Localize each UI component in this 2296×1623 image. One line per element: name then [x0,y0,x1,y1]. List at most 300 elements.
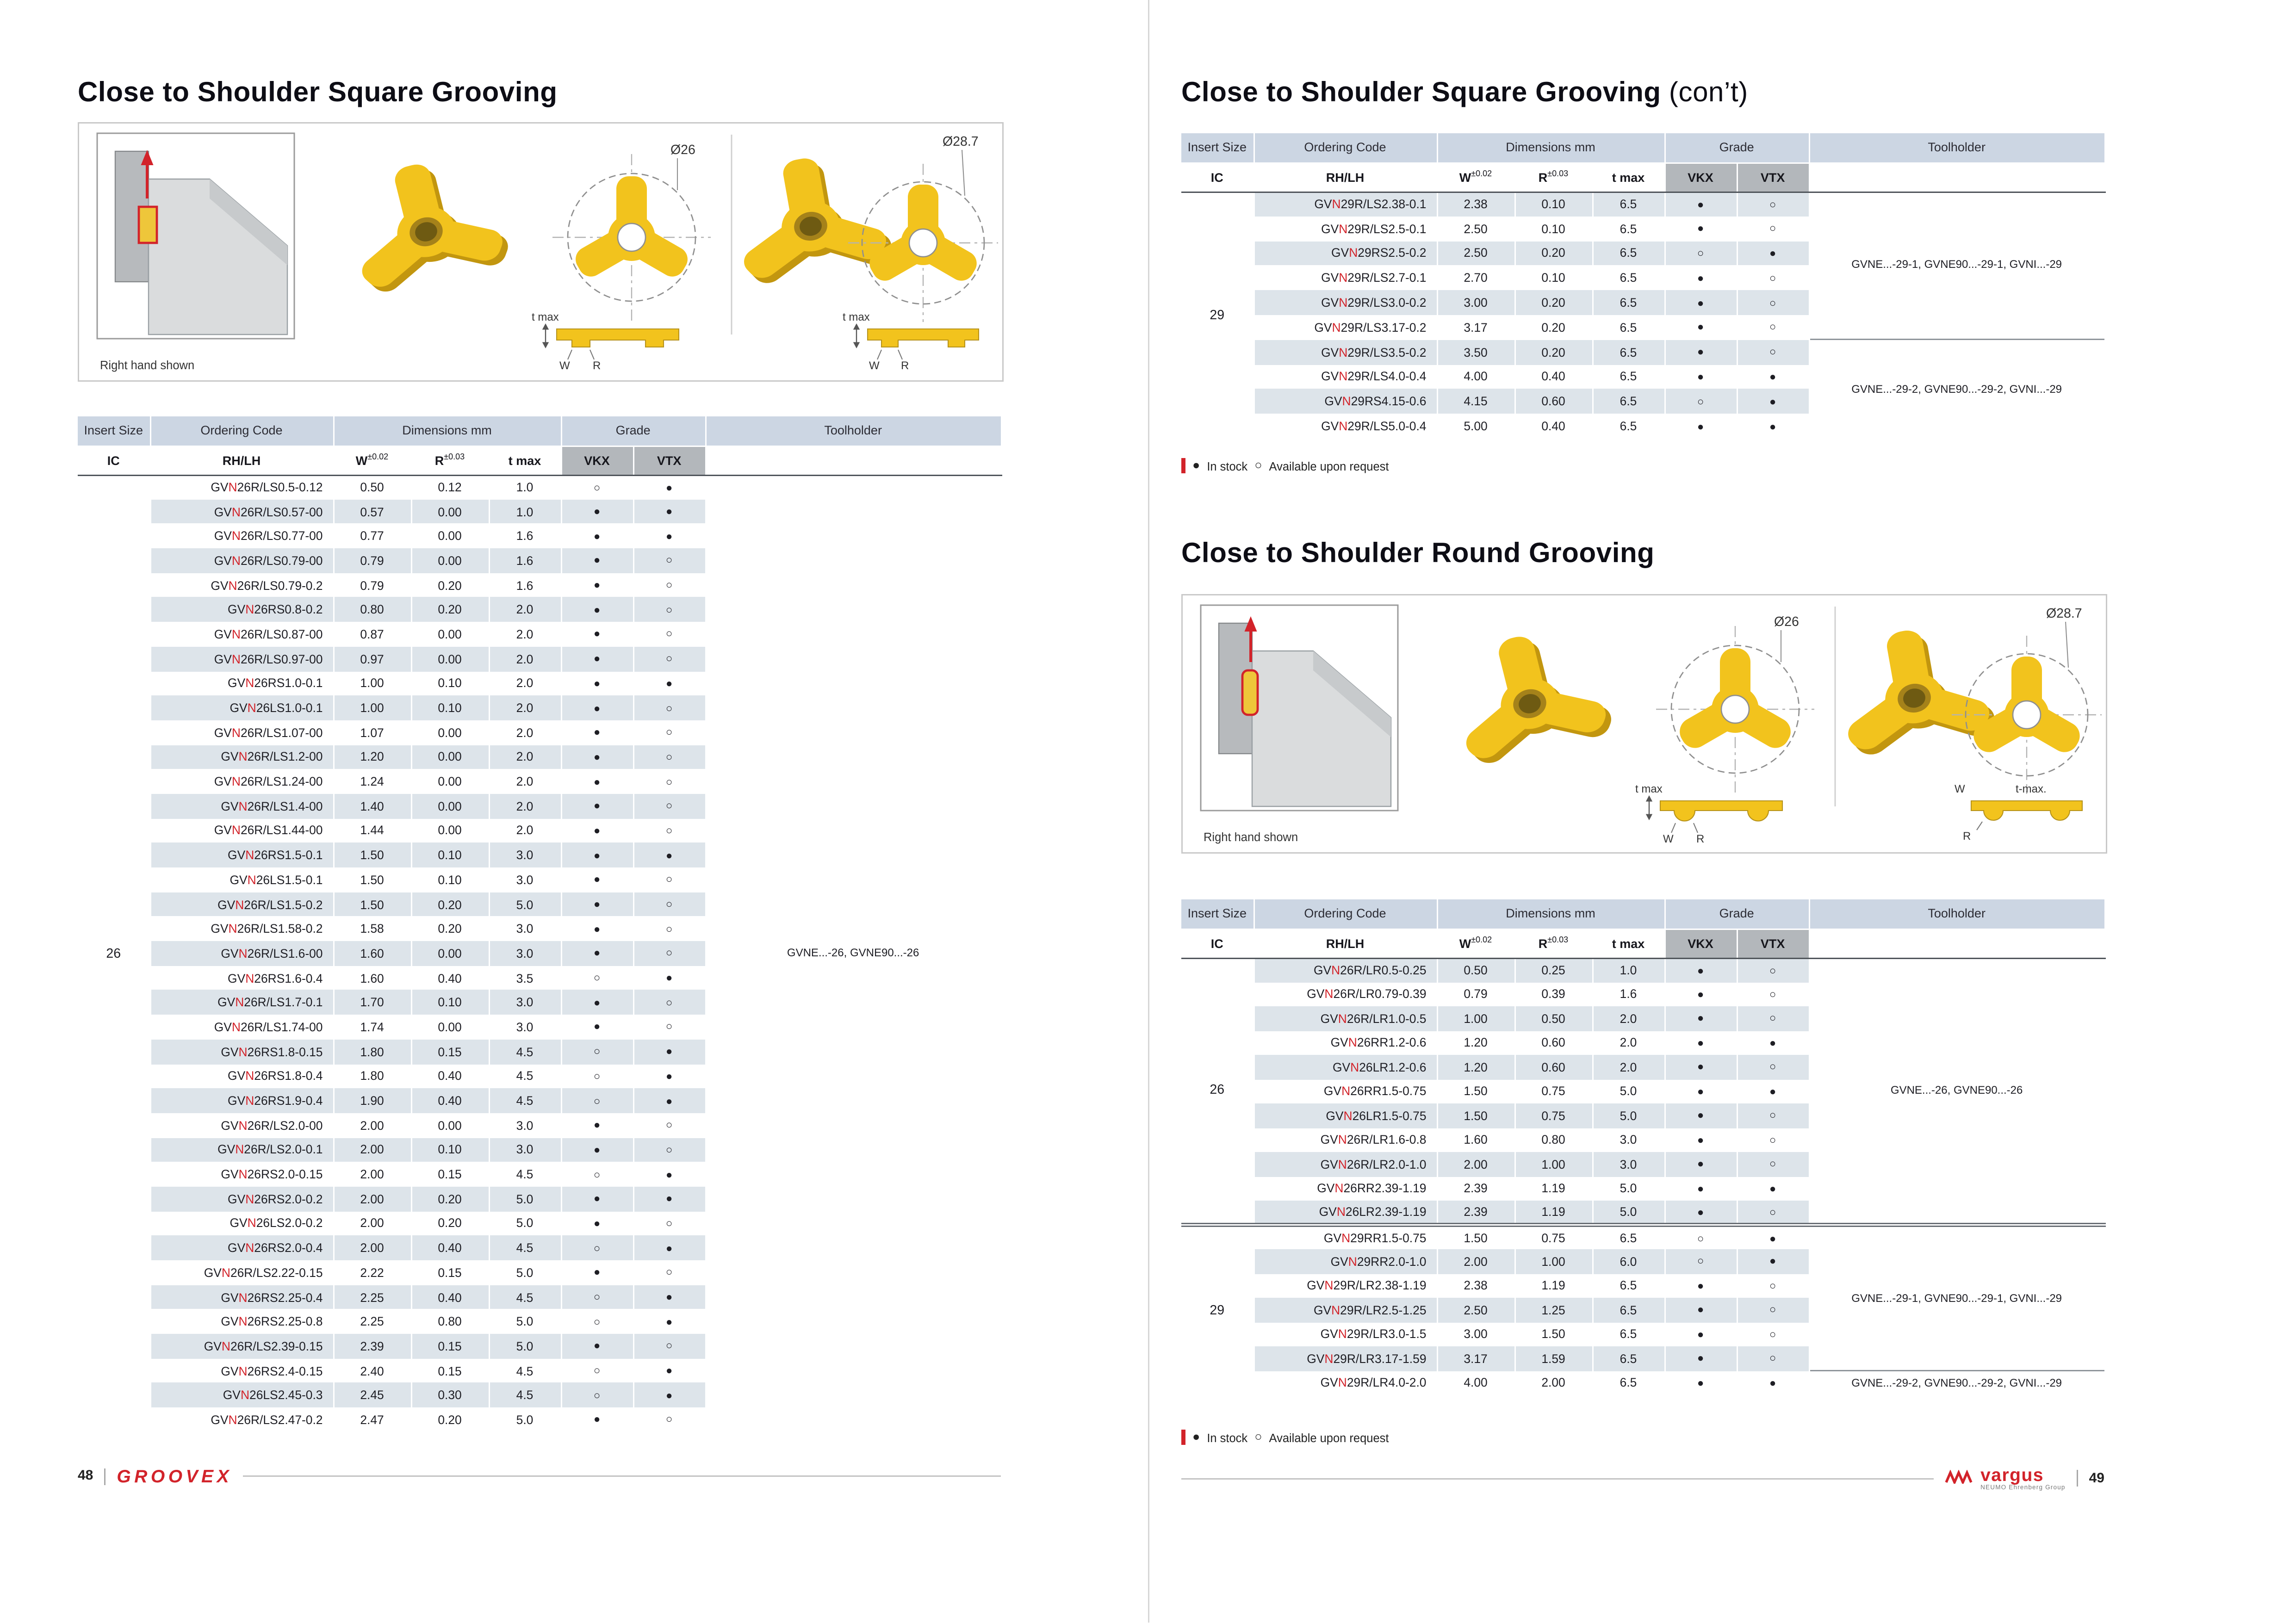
vkx-grade-cell: ● [561,1260,633,1285]
vtx-grade-cell: ● [1737,365,1809,389]
page-title-square-grooving-cont [1181,78,1748,110]
vkx-grade-cell: ● [1664,1031,1737,1055]
vtx-grade-cell: ○ [633,818,705,843]
vtx-grade-cell: ○ [633,1407,705,1432]
tmax-cell: 6.5 [1592,1274,1664,1298]
vkx-grade-cell: ○ [561,1358,633,1383]
header-ic: IC [1181,162,1253,192]
tmax-cell: 3.0 [489,843,561,867]
w-cell: 2.38 [1437,1274,1514,1298]
diameter-label-28-7: Ø28.7 [2046,606,2082,621]
insert-top-view [1656,626,1814,793]
header-vtx: VTX [1737,929,1809,958]
vkx-grade-cell: ● [1664,1201,1737,1225]
vargus-subtitle: NEUMO Ehrenberg Group [1980,1484,2066,1491]
r-cell: 0.10 [1514,216,1592,241]
insert-profile-view [1955,783,2082,842]
r-cell: 0.15 [411,1260,489,1285]
page-number-right: 49 [2089,1471,2104,1487]
vkx-grade-cell: ● [561,990,633,1015]
tmax-cell: 6.5 [1592,315,1664,340]
r-cell: 0.39 [1514,982,1592,1007]
r-cell: 0.10 [411,1138,489,1162]
vkx-grade-cell: ○ [561,966,633,990]
w-cell: 1.60 [333,966,411,990]
r-cell: 0.20 [1514,291,1592,315]
tmax-cell: 6.5 [1592,1298,1664,1322]
vkx-grade-cell: ● [1664,958,1737,982]
w-label: W [559,359,570,372]
table-row [1181,1371,2104,1395]
tmax-cell: 1.6 [489,524,561,548]
table-row [78,475,1001,499]
ordering-code-cell: GVN26LR1.2-0.6 [1253,1055,1437,1079]
ordering-code-cell: GVN26RS1.8-0.4 [150,1064,333,1089]
w-cell: 0.79 [1437,982,1514,1007]
insert-in-cut [1242,670,1258,715]
tmax-cell: 6.5 [1592,1322,1664,1347]
w-cell: 2.38 [1437,192,1514,216]
table-subheader-row [1181,162,2104,192]
tmax-cell: 4.5 [489,1285,561,1309]
w-cell: 1.70 [333,990,411,1015]
vtx-grade-cell: ● [1737,1249,1809,1274]
vkx-grade-cell: ○ [1664,241,1737,266]
vtx-grade-cell: ○ [1737,315,1809,340]
legend-in-stock-label: In stock [1207,458,1248,473]
r-cell: 0.20 [411,1211,489,1236]
vtx-grade-cell: ● [1737,1225,1809,1250]
r-cell: 0.30 [411,1383,489,1407]
r-cell: 0.00 [411,548,489,573]
ordering-code-cell: GVN26R/LS1.44-00 [150,818,333,843]
tmax-cell: 4.5 [489,1358,561,1383]
right-hand-shown-caption: Right hand shown [1204,830,1298,844]
r-cell: 0.75 [1514,1103,1592,1128]
footer-left [78,1466,1001,1487]
w-cell: 0.80 [333,597,411,622]
machining-illustration [1201,605,1398,811]
vtx-grade-cell: ○ [633,990,705,1015]
ordering-code-cell: GVN26RS1.6-0.4 [150,966,333,990]
vkx-grade-cell: ● [1664,216,1737,241]
w-cell: 1.40 [333,794,411,818]
vtx-grade-cell: ○ [633,745,705,769]
w-cell: 2.50 [1437,241,1514,266]
header-toolholder-blank [705,446,1001,475]
ordering-code-cell: GVN26R/LS2.0-0.1 [150,1138,333,1162]
r-cell: 0.00 [411,1015,489,1039]
r-cell: 0.00 [411,1113,489,1138]
r-cell: 0.20 [1514,340,1592,364]
vkx-grade-cell: ○ [561,1162,633,1187]
r-cell: 0.10 [411,990,489,1015]
tmax-cell: 2.0 [489,696,561,720]
r-cell: 0.00 [411,941,489,966]
vtx-grade-cell: ○ [633,720,705,745]
insert-top-view [1952,636,2102,794]
w-cell: 0.97 [333,646,411,671]
header-vkx: VKX [1664,929,1737,958]
insert-size-cell: 26 [78,475,150,1432]
footer-right [1181,1466,2104,1492]
vtx-grade-cell: ○ [633,1015,705,1039]
insert-profile-view [532,311,679,372]
ordering-code-cell: GVN29R/LS3.5-0.2 [1253,340,1437,364]
insert-size-cell: 29 [1181,192,1253,439]
header-grade: Grade [1664,133,1809,162]
ordering-code-cell: GVN26R/LS0.57-00 [150,499,333,524]
vtx-grade-cell: ● [633,1358,705,1383]
r-cell: 0.20 [1514,241,1592,266]
vtx-grade-cell: ● [633,843,705,867]
page-number-left: 48 [78,1468,93,1484]
r-cell: 1.00 [1514,1249,1592,1274]
w-cell: 2.00 [333,1236,411,1260]
tmax-cell: 6.5 [1592,216,1664,241]
ordering-code-cell: GVN26RS1.0-0.1 [150,671,333,696]
ordering-code-cell: GVN26RS1.9-0.4 [150,1089,333,1113]
r-cell: 0.60 [1514,389,1592,414]
tmax-cell: 3.0 [489,1113,561,1138]
r-label: R [593,359,601,372]
page-title-text: Close to Shoulder Square Grooving [78,78,558,108]
table-head [1181,899,2104,958]
tmax-cell: 3.0 [489,1015,561,1039]
w-label: W [869,359,880,372]
header-vkx: VKX [561,446,633,475]
w-cell: 1.20 [333,745,411,769]
tmax-label: t max [843,311,870,323]
w-cell: 4.00 [1437,1371,1514,1395]
w-cell: 1.20 [1437,1031,1514,1055]
insert-profile-view [1635,783,1782,845]
w-cell: 1.07 [333,720,411,745]
vkx-grade-cell: ● [1664,1322,1737,1347]
insert-3d-view [1438,618,1622,774]
r-cell: 0.00 [411,794,489,818]
ordering-code-cell: GVN29R/LS2.38-0.1 [1253,192,1437,216]
tmax-label: t-max. [2016,783,2047,795]
footer-rule [243,1475,1001,1477]
tmax-cell: 5.0 [489,1407,561,1432]
header-r: $R^{\pm 0.03}$ [1514,162,1592,192]
vkx-grade-cell: ● [561,1187,633,1211]
vtx-grade-cell: ● [633,1309,705,1334]
vtx-grade-cell: ● [1737,1371,1809,1395]
table-row [1181,192,2104,216]
header-vtx: VTX [1737,162,1809,192]
header-tmax: t max [1592,929,1664,958]
square-grooving-table [78,416,1002,1432]
r-cell: 0.00 [411,524,489,548]
ordering-code-cell: GVN26R/LR1.6-0.8 [1253,1128,1437,1152]
w-cell: 0.87 [333,622,411,646]
w-cell: 1.80 [333,1064,411,1089]
ordering-code-cell: GVN29R/LS5.0-0.4 [1253,414,1437,439]
r-cell: 1.00 [1514,1152,1592,1177]
tmax-cell: 5.0 [489,1211,561,1236]
vkx-grade-cell: ● [561,917,633,941]
vtx-grade-cell: ● [1737,1079,1809,1104]
vkx-grade-cell: ● [561,548,633,573]
ordering-code-cell: GVN26RS0.8-0.2 [150,597,333,622]
footer-separator [104,1468,105,1485]
ordering-code-cell: GVN26RS2.25-0.8 [150,1309,333,1334]
w-cell: 2.70 [1437,266,1514,290]
tmax-cell: 5.0 [489,1334,561,1358]
ordering-code-cell: GVN26R/LS0.87-00 [150,622,333,646]
vtx-grade-cell: ○ [1737,982,1809,1007]
toolholder-cell: GVNE...-29-2, GVNE90...-29-2, GVNI...-29 [1809,340,2104,439]
w-cell: 2.45 [333,1383,411,1407]
vkx-grade-cell: ● [561,843,633,867]
header-tmax: t max [489,446,561,475]
vkx-grade-cell: ● [1664,1006,1737,1031]
ordering-code-cell: GVN29R/LR2.5-1.25 [1253,1298,1437,1322]
r-cell: 0.40 [411,966,489,990]
tmax-cell: 1.6 [489,548,561,573]
header-w: $W^{\pm 0.02}$ [1437,929,1514,958]
illustration-panel-square-grooving [78,122,1004,382]
r-cell: 0.10 [1514,192,1592,216]
table-row [1181,1225,2104,1250]
r-cell: 0.20 [411,597,489,622]
tmax-cell: 6.5 [1592,1371,1664,1395]
header-rhlh: RH/LH [1253,929,1437,958]
r-cell: 0.15 [411,1334,489,1358]
vtx-grade-cell: ○ [1737,1055,1809,1079]
insert-3d-view [335,146,518,303]
tmax-cell: 1.6 [489,573,561,597]
header-w: $W^{\pm 0.02}$ [1437,162,1514,192]
w-cell: 1.50 [333,867,411,892]
w-cell: 1.74 [333,1015,411,1039]
tmax-cell: 3.0 [489,917,561,941]
vkx-grade-cell: ○ [1664,1225,1737,1250]
r-label: R [901,359,909,372]
vtx-grade-cell: ○ [1737,192,1809,216]
vtx-grade-cell: ○ [633,892,705,917]
tmax-cell: 3.0 [489,941,561,966]
vkx-grade-cell: ● [1664,266,1737,290]
vargus-wordmark: vargus [1980,1464,2044,1485]
vkx-grade-cell: ● [561,1334,633,1358]
vkx-grade-cell: ● [561,573,633,597]
vtx-grade-cell: ○ [1737,1103,1809,1128]
page-title-text: Close to Shoulder Square Grooving [1181,78,1661,108]
vkx-grade-cell: ● [561,622,633,646]
r-cell: 0.15 [411,1358,489,1383]
w-cell: 2.50 [1437,1298,1514,1322]
page-title-text: Close to Shoulder Round Grooving [1181,539,1655,569]
vtx-grade-cell: ● [633,1039,705,1064]
vtx-grade-cell: ○ [1737,1128,1809,1152]
square-grooving-illustration [79,124,1002,380]
footer-separator [2077,1470,2078,1487]
tmax-cell: 3.0 [489,990,561,1015]
r-cell: 0.20 [411,1187,489,1211]
table-body [1181,192,2104,439]
header-toolholder-blank [1809,929,2104,958]
w-cell: 2.00 [333,1211,411,1236]
vkx-grade-cell: ○ [561,1064,633,1089]
header-r: $R^{\pm 0.03}$ [1514,929,1592,958]
vtx-grade-cell: ○ [633,769,705,794]
w-cell: 1.24 [333,769,411,794]
toolholder-cell: GVNE...-26, GVNE90...-26 [1809,958,2104,1225]
r-cell: 0.10 [1514,266,1592,290]
vtx-grade-cell: ● [1737,414,1809,439]
r-cell: 0.75 [1514,1225,1592,1250]
header-toolholder: Toolholder [705,416,1001,446]
header-r: $R^{\pm 0.03}$ [411,446,489,475]
w-cell: 3.17 [1437,315,1514,340]
vkx-grade-cell: ● [1664,1128,1737,1152]
tmax-cell: 2.0 [489,745,561,769]
page-title-round-grooving [1181,539,1655,570]
r-cell: 0.12 [411,475,489,499]
tmax-cell: 2.0 [489,769,561,794]
stock-legend [1181,458,1389,473]
tmax-cell: 4.5 [489,1089,561,1113]
vkx-grade-cell: ● [561,646,633,671]
vkx-grade-cell: ● [1664,1346,1737,1371]
vkx-grade-cell: ● [561,794,633,818]
header-toolholder: Toolholder [1809,899,2104,929]
tmax-cell: 5.0 [1592,1201,1664,1225]
vkx-grade-cell: ● [1664,1298,1737,1322]
filled-dot-icon: ● [1192,458,1200,472]
tmax-cell: 1.0 [1592,958,1664,982]
round-grooving-table [1181,899,2105,1395]
tmax-cell: 6.5 [1592,1346,1664,1371]
tmax-cell: 2.0 [489,671,561,696]
ordering-code-cell: GVN26R/LR0.79-0.39 [1253,982,1437,1007]
ordering-code-cell: GVN26R/LS1.07-00 [150,720,333,745]
right-hand-shown-caption: Right hand shown [100,358,195,372]
r-cell: 0.50 [1514,1006,1592,1031]
r-cell: 0.20 [411,573,489,597]
tmax-cell: 6.5 [1592,365,1664,389]
ordering-code-cell: GVN29RS4.15-0.6 [1253,389,1437,414]
vtx-grade-cell: ○ [633,1138,705,1162]
legend-bar [1181,458,1185,473]
tmax-cell: 6.5 [1592,414,1664,439]
tmax-cell: 2.0 [489,622,561,646]
tmax-cell: 4.5 [489,1039,561,1064]
header-toolholder: Toolholder [1809,133,2104,162]
legend-in-stock-label: In stock [1207,1430,1248,1444]
ordering-code-cell: GVN29R/LR3.0-1.5 [1253,1322,1437,1347]
vargus-logo-row [1944,1466,2044,1484]
w-cell: 2.00 [333,1138,411,1162]
r-cell: 0.60 [1514,1055,1592,1079]
tmax-cell: 2.0 [1592,1031,1664,1055]
vtx-grade-cell: ○ [1737,216,1809,241]
ordering-code-cell: GVN26R/LS0.79-00 [150,548,333,573]
vkx-grade-cell: ● [1664,192,1737,216]
r-cell: 0.75 [1514,1079,1592,1104]
tmax-cell: 3.0 [1592,1152,1664,1177]
ordering-code-cell: GVN26R/LS1.24-00 [150,769,333,794]
tmax-cell: 4.5 [489,1064,561,1089]
w-cell: 2.00 [333,1113,411,1138]
vkx-grade-cell: ● [1664,365,1737,389]
vkx-grade-cell: ● [561,524,633,548]
vkx-grade-cell: ● [1664,1371,1737,1395]
table-body [1181,958,2104,1395]
w-cell: 1.50 [1437,1225,1514,1250]
insert-size-cell: 26 [1181,958,1253,1225]
ordering-code-cell: GVN29RR1.5-0.75 [1253,1225,1437,1250]
tmax-cell: 3.0 [1592,1128,1664,1152]
vtx-grade-cell: ○ [1737,340,1809,364]
vtx-grade-cell: ○ [633,1211,705,1236]
r-cell: 0.60 [1514,1031,1592,1055]
diameter-label-26: Ø26 [670,142,695,157]
tmax-cell: 2.0 [1592,1055,1664,1079]
tmax-cell: 1.0 [489,475,561,499]
tmax-cell: 6.5 [1592,340,1664,364]
r-cell: 0.40 [1514,414,1592,439]
vtx-grade-cell: ○ [633,696,705,720]
vkx-grade-cell: ● [561,1015,633,1039]
tmax-cell: 6.5 [1592,241,1664,266]
vkx-grade-cell: ● [561,1407,633,1432]
w-cell: 4.15 [1437,389,1514,414]
r-cell: 1.50 [1514,1322,1592,1347]
vtx-grade-cell: ○ [1737,291,1809,315]
r-cell: 0.40 [411,1089,489,1113]
w-cell: 0.79 [333,548,411,573]
vkx-grade-cell: ○ [561,1089,633,1113]
vtx-grade-cell: ○ [1737,1006,1809,1031]
ordering-code-cell: GVN26R/LR2.0-1.0 [1253,1152,1437,1177]
ordering-code-cell: GVN26R/LS1.7-0.1 [150,990,333,1015]
tmax-cell: 3.0 [489,1138,561,1162]
r-cell: 0.00 [411,499,489,524]
w-cell: 4.00 [1437,365,1514,389]
ordering-code-cell: GVN26R/LS0.79-0.2 [150,573,333,597]
table-header-row [78,416,1001,446]
vkx-grade-cell: ○ [561,1039,633,1064]
tmax-cell: 1.6 [1592,982,1664,1007]
vtx-grade-cell: ○ [633,597,705,622]
table-subheader-row [1181,929,2104,958]
vtx-grade-cell: ● [1737,241,1809,266]
ordering-code-cell: GVN26RS2.0-0.4 [150,1236,333,1260]
w-cell: 3.17 [1437,1346,1514,1371]
vtx-grade-cell: ● [633,1285,705,1309]
header-rhlh: RH/LH [150,446,333,475]
w-cell: 2.00 [1437,1152,1514,1177]
vtx-grade-cell: ○ [1737,1201,1809,1225]
w-cell: 3.00 [1437,1322,1514,1347]
table-header-row [1181,899,2104,929]
w-cell: 1.50 [333,843,411,867]
ordering-code-cell: GVN29R/LS3.0-0.2 [1253,291,1437,315]
vkx-grade-cell: ● [1664,291,1737,315]
stock-legend [1181,1430,1389,1445]
ordering-code-cell: GVN29R/LR4.0-2.0 [1253,1371,1437,1395]
tmax-cell: 2.0 [489,646,561,671]
vkx-grade-cell: ● [561,1138,633,1162]
w-cell: 2.00 [1437,1249,1514,1274]
w-cell: 2.40 [333,1358,411,1383]
r-cell: 0.00 [411,720,489,745]
ordering-code-cell: GVN29R/LS3.17-0.2 [1253,315,1437,340]
